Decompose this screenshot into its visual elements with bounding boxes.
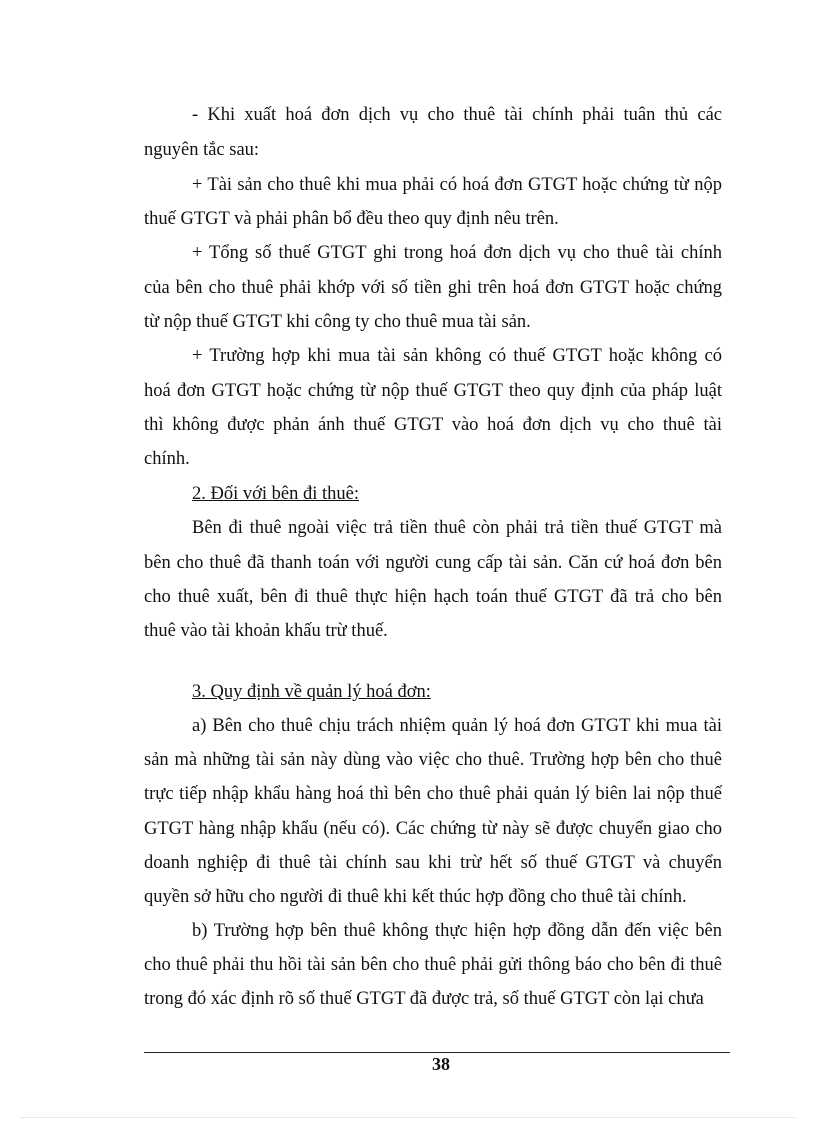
- text-line: + Tổng số thuế GTGT ghi trong hoá đơn dịch vụ cho thuê tài chính: [192, 243, 722, 263]
- text-line: trong đó xác định rõ số thuế GTGT đã được trả, số thuế GTGT còn lại chưa: [144, 989, 704, 1009]
- text-line: quyền sở hữu cho người đi thuê khi kết thúc hợp đồng cho thuê tài chính.: [144, 887, 687, 907]
- text-line: - Khi xuất hoá đơn dịch vụ cho thuê tài chính phải tuân thủ các: [192, 105, 722, 125]
- text-line: Bên đi thuê ngoài việc trả tiền thuê còn phải trả tiền thuế GTGT mà: [192, 518, 722, 538]
- text-line: + Trường hợp khi mua tài sản không có thuế GTGT hoặc không có: [192, 346, 722, 366]
- text-line: GTGT hàng nhập khẩu (nếu có). Các chứng từ này sẽ được chuyển giao cho: [144, 819, 722, 839]
- footer-rule: [144, 1052, 730, 1053]
- text-line: cho thuê xuất, bên đi thuê thực hiện hạch toán thuế GTGT đã trả cho bên: [144, 587, 722, 607]
- text-line: sản mà những tài sản này dùng vào việc cho thuê. Trường hợp bên cho thuê: [144, 750, 722, 770]
- text-line: doanh nghiệp đi thuê tài chính sau khi trừ hết số thuế GTGT và chuyển: [144, 853, 722, 873]
- text-line: a) Bên cho thuê chịu trách nhiệm quản lý hoá đơn GTGT khi mua tài: [192, 716, 722, 736]
- text-line: nguyên tắc sau:: [144, 140, 260, 160]
- text-line: chính.: [144, 449, 190, 469]
- text-line: hoá đơn GTGT hoặc chứng từ nộp thuế GTGT theo quy định của pháp luật: [144, 381, 722, 401]
- text-line: thuê vào tài khoản khấu trừ thuế.: [144, 621, 388, 641]
- text-line: của bên cho thuê phải khớp với số tiền ghi trên hoá đơn GTGT hoặc chứng: [144, 278, 722, 298]
- section-heading: 2. Đối với bên đi thuê:: [192, 484, 360, 504]
- text-line: b) Trường hợp bên thuê không thực hiện hợp đồng dẫn đến việc bên: [192, 921, 722, 941]
- page-number: 38: [432, 1054, 450, 1074]
- text-line: thuế GTGT và phải phân bổ đều theo quy định nêu trên.: [144, 209, 559, 229]
- text-line: bên cho thuê đã thanh toán với người cung cấp tài sản. Căn cứ hoá đơn bên: [144, 553, 722, 573]
- text-line: thì không được phản ánh thuế GTGT vào hoá đơn dịch vụ cho thuê tài: [144, 415, 722, 435]
- page-edge-divider: [20, 1117, 796, 1118]
- text-line: trực tiếp nhập khẩu hàng hoá thì bên cho thuê phải quản lý biên lai nộp thuế: [144, 784, 722, 804]
- text-line: từ nộp thuế GTGT khi công ty cho thuê mua tài sản.: [144, 312, 531, 332]
- text-line: cho thuê phải thu hồi tài sản bên cho thuê phải gửi thông báo cho bên đi thuê: [144, 955, 722, 975]
- section-heading: 3. Quy định về quản lý hoá đơn:: [192, 682, 431, 702]
- text-line: + Tài sản cho thuê khi mua phải có hoá đơn GTGT hoặc chứng từ nộp: [192, 175, 722, 195]
